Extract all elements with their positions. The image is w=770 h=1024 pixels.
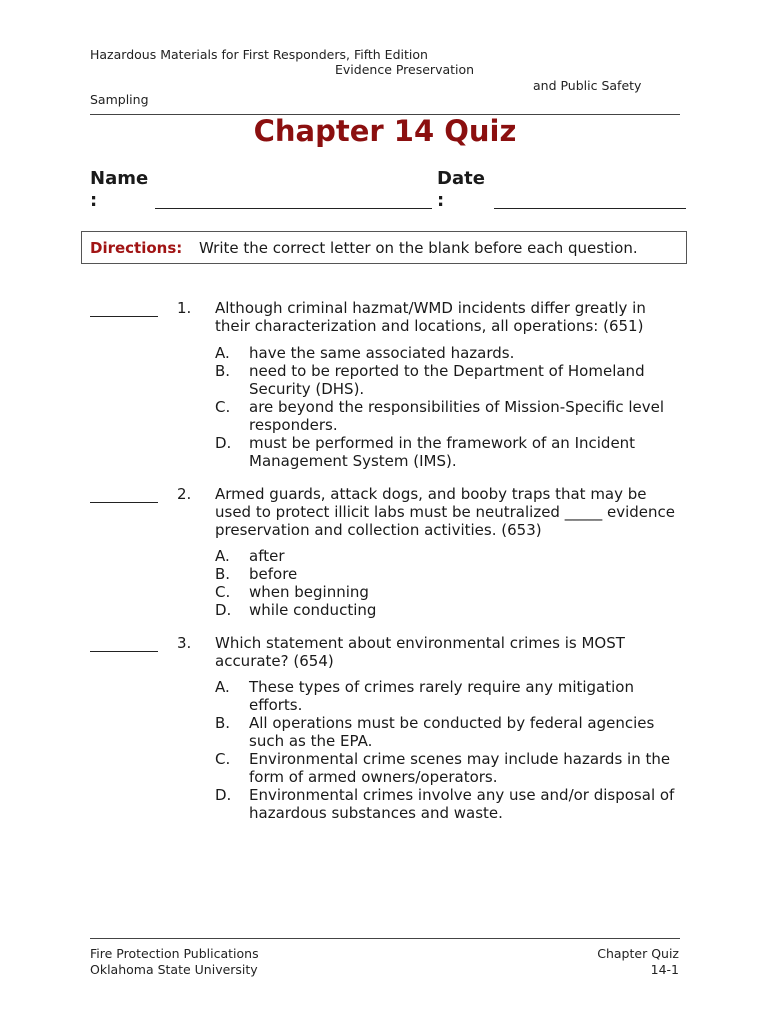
option — [215, 678, 685, 714]
option — [215, 786, 685, 822]
question-text — [215, 299, 685, 335]
question-number: 1. — [177, 299, 192, 317]
name-colon: : — [90, 190, 98, 211]
option-letter: C. — [215, 583, 231, 601]
option — [215, 583, 685, 601]
option — [215, 547, 685, 565]
option-letter: B. — [215, 714, 231, 732]
name-label: Name — [90, 168, 149, 189]
question-text-line: Armed guards, attack dogs, and booby traps that may be — [215, 485, 647, 503]
question-text-line: Which statement about environmental crimes is MOST — [215, 634, 625, 652]
header-chapter-name-end: Sampling — [90, 92, 149, 107]
option-list — [215, 344, 685, 470]
date-field[interactable] — [494, 208, 686, 209]
option-letter: C. — [215, 398, 231, 416]
question-text-line: Although criminal hazmat/WMD incidents differ greatly in — [215, 299, 646, 317]
option — [215, 434, 685, 470]
option-list — [215, 547, 685, 619]
question-text-line: used to protect illicit labs must be neutralized _____ evidence — [215, 503, 675, 521]
option-letter: A. — [215, 678, 230, 696]
option-letter: D. — [215, 786, 232, 804]
option-text: need to be reported to the Department of Homeland Security (DHS). — [249, 362, 645, 398]
option — [215, 344, 685, 362]
footer-publisher-name: Fire Protection Publications — [90, 946, 259, 961]
question-text — [215, 634, 685, 670]
page-title: Chapter 14 Quiz — [253, 114, 517, 148]
option — [215, 714, 685, 750]
footer-section: Chapter Quiz — [597, 946, 679, 961]
answer-blank[interactable] — [90, 316, 158, 317]
question-text-line: accurate? (654) — [215, 652, 334, 670]
option — [215, 362, 685, 398]
option-letter: A. — [215, 547, 230, 565]
question-number: 3. — [177, 634, 192, 652]
footer-publisher — [90, 946, 259, 978]
footer-university: Oklahoma State University — [90, 962, 258, 977]
option-text: Environmental crime scenes may include hazards in the form of armed owners/operators. — [249, 750, 671, 786]
question-text — [215, 485, 685, 539]
option-text: after — [249, 547, 285, 565]
option-letter: C. — [215, 750, 231, 768]
directions-label: Directions: — [90, 239, 183, 257]
option-text: All operations must be conducted by federal agencies such as the EPA. — [249, 714, 655, 750]
page-number: 14-1 — [650, 962, 679, 977]
option-text: Environmental crimes involve any use and/or disposal of hazardous substances and waste. — [249, 786, 675, 822]
option-text: are beyond the responsibilities of Mission-Specific level responders. — [249, 398, 665, 434]
option-text: These types of crimes rarely require any mitigation efforts. — [249, 678, 634, 714]
option-text: before — [249, 565, 298, 583]
header-book-title: Hazardous Materials for First Responders, Fifth Edition — [90, 47, 428, 62]
footer-page-info — [540, 946, 679, 978]
date-colon: : — [437, 190, 445, 211]
option-text: while conducting — [249, 601, 377, 619]
date-label: Date — [437, 168, 485, 189]
option-letter: B. — [215, 362, 231, 380]
option — [215, 601, 685, 619]
question-text-line: preservation and collection activities. (653) — [215, 521, 542, 539]
option-list — [215, 678, 685, 822]
header-chapter-name-cont: and Public Safety — [533, 78, 642, 93]
option-letter: A. — [215, 344, 230, 362]
option — [215, 750, 685, 786]
directions-text: Write the correct letter on the blank before each question. — [199, 239, 638, 257]
option — [215, 565, 685, 583]
answer-blank[interactable] — [90, 651, 158, 652]
option-letter: D. — [215, 434, 232, 452]
option-text: must be performed in the framework of an Incident Management System (IMS). — [249, 434, 636, 470]
question-number: 2. — [177, 485, 192, 503]
footer-divider — [90, 938, 680, 939]
option-letter: B. — [215, 565, 231, 583]
option-letter: D. — [215, 601, 232, 619]
option-text: have the same associated hazards. — [249, 344, 515, 362]
option-text: when beginning — [249, 583, 369, 601]
header-chapter-name: Evidence Preservation — [335, 62, 475, 77]
answer-blank[interactable] — [90, 502, 158, 503]
option — [215, 398, 685, 434]
name-field[interactable] — [155, 208, 432, 209]
question-text-line: their characterization and locations, all operations: (651) — [215, 317, 644, 335]
